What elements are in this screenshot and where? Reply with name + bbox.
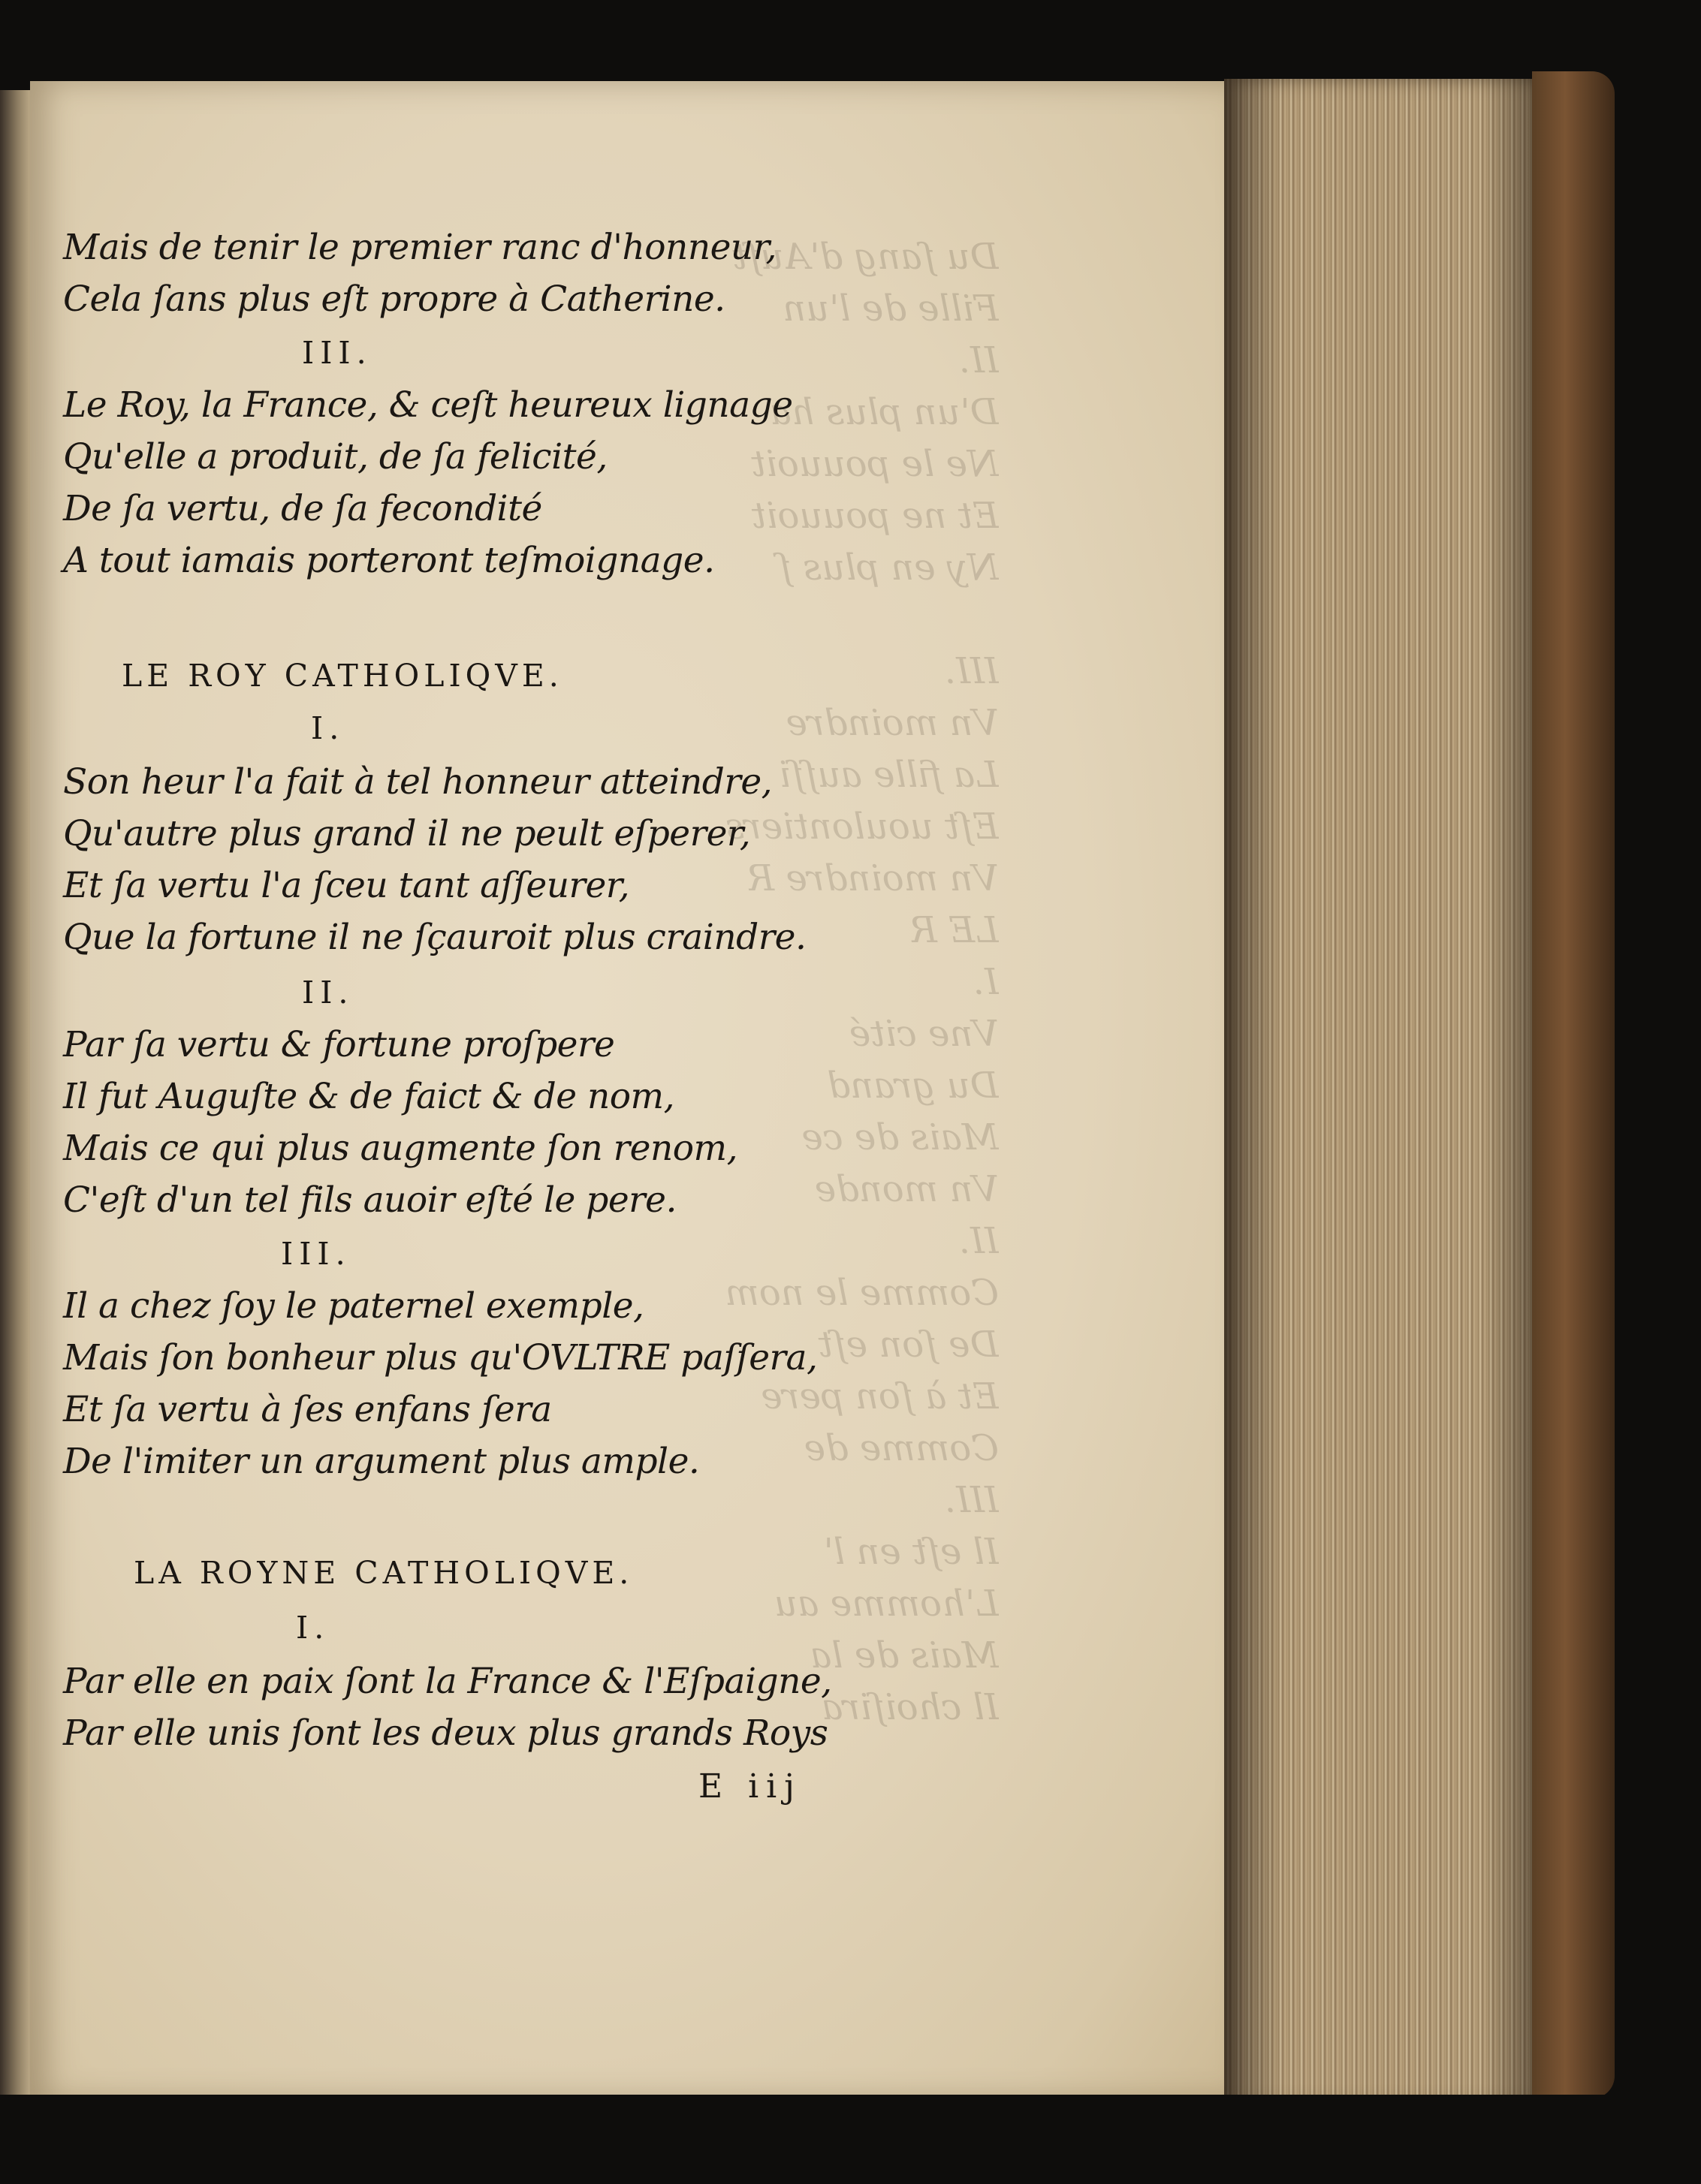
- section-heading: LE ROY CATHOLIQVE.: [122, 658, 563, 694]
- text-line: Par elle unis ſont les deux plus grands Roys: [63, 1713, 828, 1754]
- text-line: Cela ſans plus eſt propre à Catherine.: [63, 279, 725, 320]
- text-line: Mais de tenir le premier ranc d'honneur,: [63, 227, 777, 268]
- stanza-number: III.: [302, 335, 372, 371]
- text-line: Par ſa vertu & fortune proſpere: [63, 1024, 615, 1065]
- signature-mark: E iij: [698, 1767, 802, 1806]
- text-line: Son heur l'a fait à tel honneur atteindre,: [63, 761, 773, 803]
- text-line: De ſa vertu, de ſa fecondité: [63, 488, 542, 529]
- text-line: Que la fortune il ne ſçauroit plus craindre.: [63, 917, 807, 958]
- stanza-number: I.: [311, 710, 345, 746]
- text-line: Il fut Auguſte & de faict & de nom,: [63, 1076, 675, 1117]
- stanza-number: III.: [281, 1236, 351, 1272]
- bleed-through-texture: Du ſang d'Auſt Fille de l'un II. D'un plus ha Ne le pouuoit Et ne pouuoit Ny en plus ſ III. Vn moindre La fille auſſi Eſt uoulontiers Vn moindre R LE R I. Vne cité Du grand Mais de ce Vn monde II. Comme le nom De ſon eſt Et à ſon pere Comme de III. Il eſt en l' L'homme au Mais de la Il choiſira: [725, 236, 999, 1728]
- text-line: Et ſa vertu à ſes enfans ſera: [63, 1389, 552, 1430]
- fore-edge-shading: [1224, 79, 1547, 2106]
- text-line: A tout iamais porteront teſmoignage.: [63, 540, 715, 581]
- text-line: Par elle en paix ſont la France & l'Eſpaigne,: [63, 1661, 832, 1702]
- section-heading: LA ROYNE CATHOLIQVE.: [134, 1555, 634, 1591]
- text-line: Qu'elle a produit, de ſa felicité,: [63, 436, 608, 477]
- background-shadow: [0, 2095, 1701, 2184]
- text-line: Et ſa vertu l'a ſceu tant aſſeurer,: [63, 865, 630, 906]
- text-line: Le Roy, la France, & ceſt heureux lignage: [63, 384, 793, 426]
- stanza-number: I.: [296, 1610, 330, 1646]
- text-line: Il a chez ſoy le paternel exemple,: [63, 1285, 644, 1327]
- text-line: C'eſt d'un tel fils auoir eſté le pere.: [63, 1179, 677, 1221]
- text-line: Qu'autre plus grand il ne peult eſperer,: [63, 813, 751, 854]
- text-line: Mais ce qui plus augmente ſon renom,: [63, 1128, 738, 1169]
- stanza-number: II.: [302, 975, 354, 1011]
- text-line: De l'imiter un argument plus ample.: [63, 1441, 700, 1482]
- text-line: Mais ſon bonheur plus qu'OVLTRE paſſera,: [63, 1337, 818, 1378]
- book-cover-edge: [1532, 71, 1615, 2098]
